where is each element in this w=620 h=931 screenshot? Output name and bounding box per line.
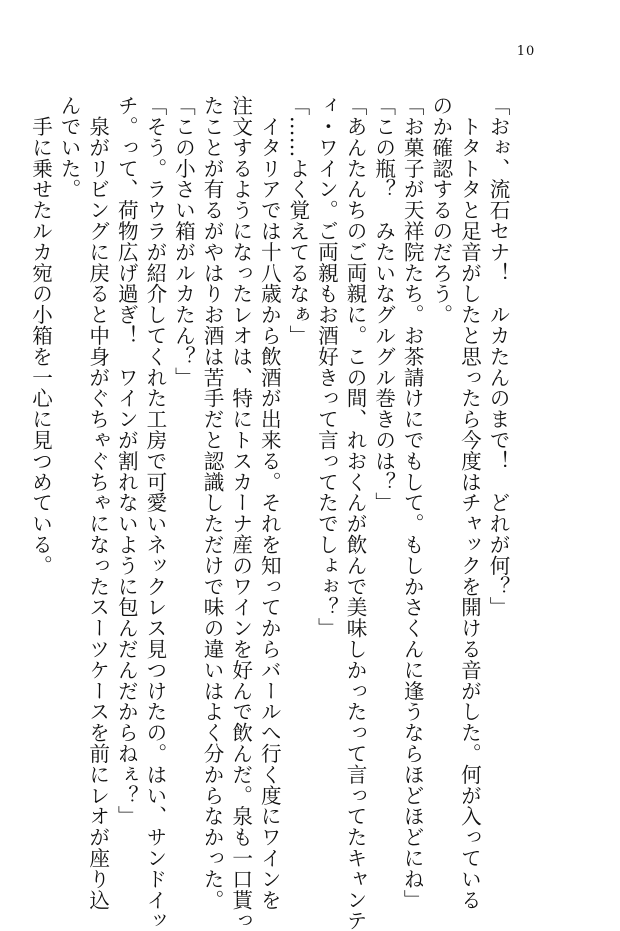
text-line: んでいた。 [57,95,82,200]
text-line: 注文するようになったレオは、特にトスカーナ産のワインを好んで飲んだ。泉も一口貰っ [228,95,253,931]
novel-body-text [26,95,512,931]
text-line: 「おぉ、流石セナ！ ルカたんのまで！ どれが何？」 [486,95,510,618]
text-line: のか確認するのだろう。 [428,95,453,325]
text-line: 「お菓子が天祥院たち。お茶請けにでもして。もしかさくんに逢うならほどほどにね」 [400,95,425,911]
text-line: イタリアでは十八歳から飲酒が出来る。それを知ってからバールへ行く度にワインを [257,95,282,911]
text-line: チ。って、荷物広げ過ぎ！ ワインが割れないように包んだんだからねぇ？」 [114,95,139,827]
text-line: 「あんたんちのご両親に。この間、れおくんが飲んで美味しかったって言ってたキャンテ [343,95,368,931]
text-line: たことが有るがやはりお酒は苦手だと認識しただけで味の違いはよく分からなかった。 [200,95,225,911]
text-line: ィ・ワイン。ご両親もお酒好きって言ってたでしょぉ？」 [314,95,339,639]
page-number: 10 [516,44,536,59]
text-line: 手に乗せたルカ宛の小箱を一心に見つめている。 [28,95,53,576]
text-line: 「……よく覚えてるなぁ」 [285,95,310,346]
text-line: 「この小さい箱がルカたん？」 [171,95,196,388]
text-line: 「そう。ラウラが紹介してくれた工房で可愛いネックレス見つけたの。はい、サンドイッ [142,95,167,931]
text-line: トタトタと足音がしたと思ったら今度はチャックを開ける音がした。何が入っている [457,95,482,911]
text-line: 「この瓶？ みたいなグルグル巻きのは？」 [371,95,396,513]
text-line: 泉がリビングに戻ると中身がぐちゃぐちゃになったスーツケースを前にレオが座り込 [85,95,110,911]
